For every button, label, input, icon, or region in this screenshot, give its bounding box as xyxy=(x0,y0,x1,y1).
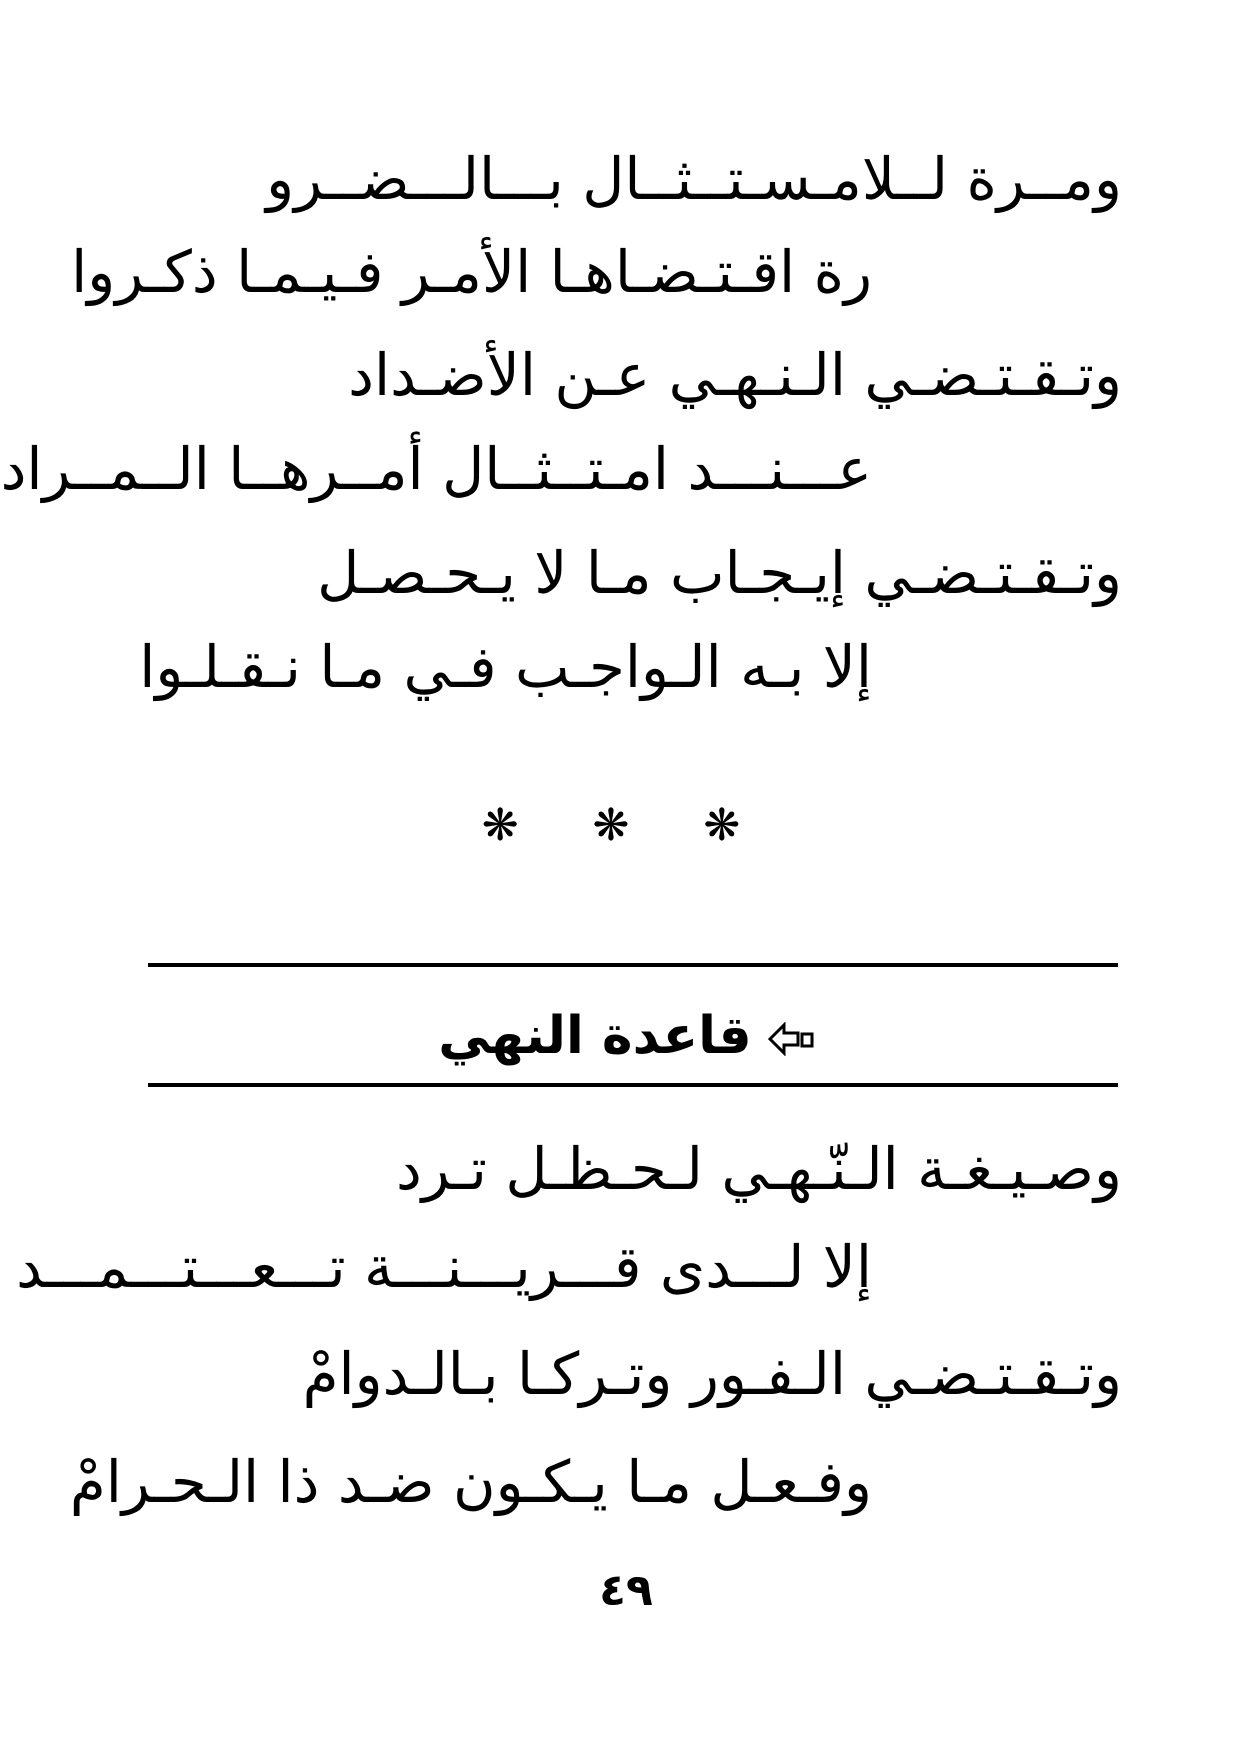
section-heading xyxy=(0,1006,1252,1066)
arrow-left-icon xyxy=(768,1022,814,1056)
verse-line-9: وتـقـتـضـي الـفـور وتـركـا بـالـدوامْ xyxy=(302,1340,1122,1408)
verse-line-5: وتـقـتـضـي إيـجـاب مـا لا يـحـصـل xyxy=(317,539,1122,607)
heading-rule-bottom xyxy=(148,1083,1118,1087)
star-separator: ❋ ❋ ❋ xyxy=(481,800,771,851)
verse-line-8: إلا لـــدى قـــريـــنـــة تـــعـــتـــمـــد xyxy=(16,1233,872,1301)
verse-line-6: إلا بـه الـواجـب فـي مـا نـقـلـوا xyxy=(139,633,872,701)
verse-line-3: وتـقـتـضـي الـنـهـي عـن الأضـداد xyxy=(348,341,1122,409)
verse-line-1: ومــرة لــلامـسـتــثــال بـــالـــضــرو xyxy=(266,145,1122,213)
heading-rule-top xyxy=(148,963,1118,967)
verse-line-4: عـــنـــد امـتــثــال أمــرهــا الــمــراد xyxy=(0,435,872,503)
verse-line-10: وفـعـل مـا يـكـون ضـد ذا الـحـرامْ xyxy=(69,1448,872,1516)
section-heading-text: قاعدة النهي xyxy=(438,1006,752,1066)
verse-line-7: وصـيـغـة الـنّـهـي لـحـظـل تـرد xyxy=(395,1135,1122,1203)
page-number: ٤٩ xyxy=(599,1565,653,1616)
verse-line-2: رة اقـتـضـاهـا الأمـر فـيـمـا ذكـروا xyxy=(71,238,872,306)
